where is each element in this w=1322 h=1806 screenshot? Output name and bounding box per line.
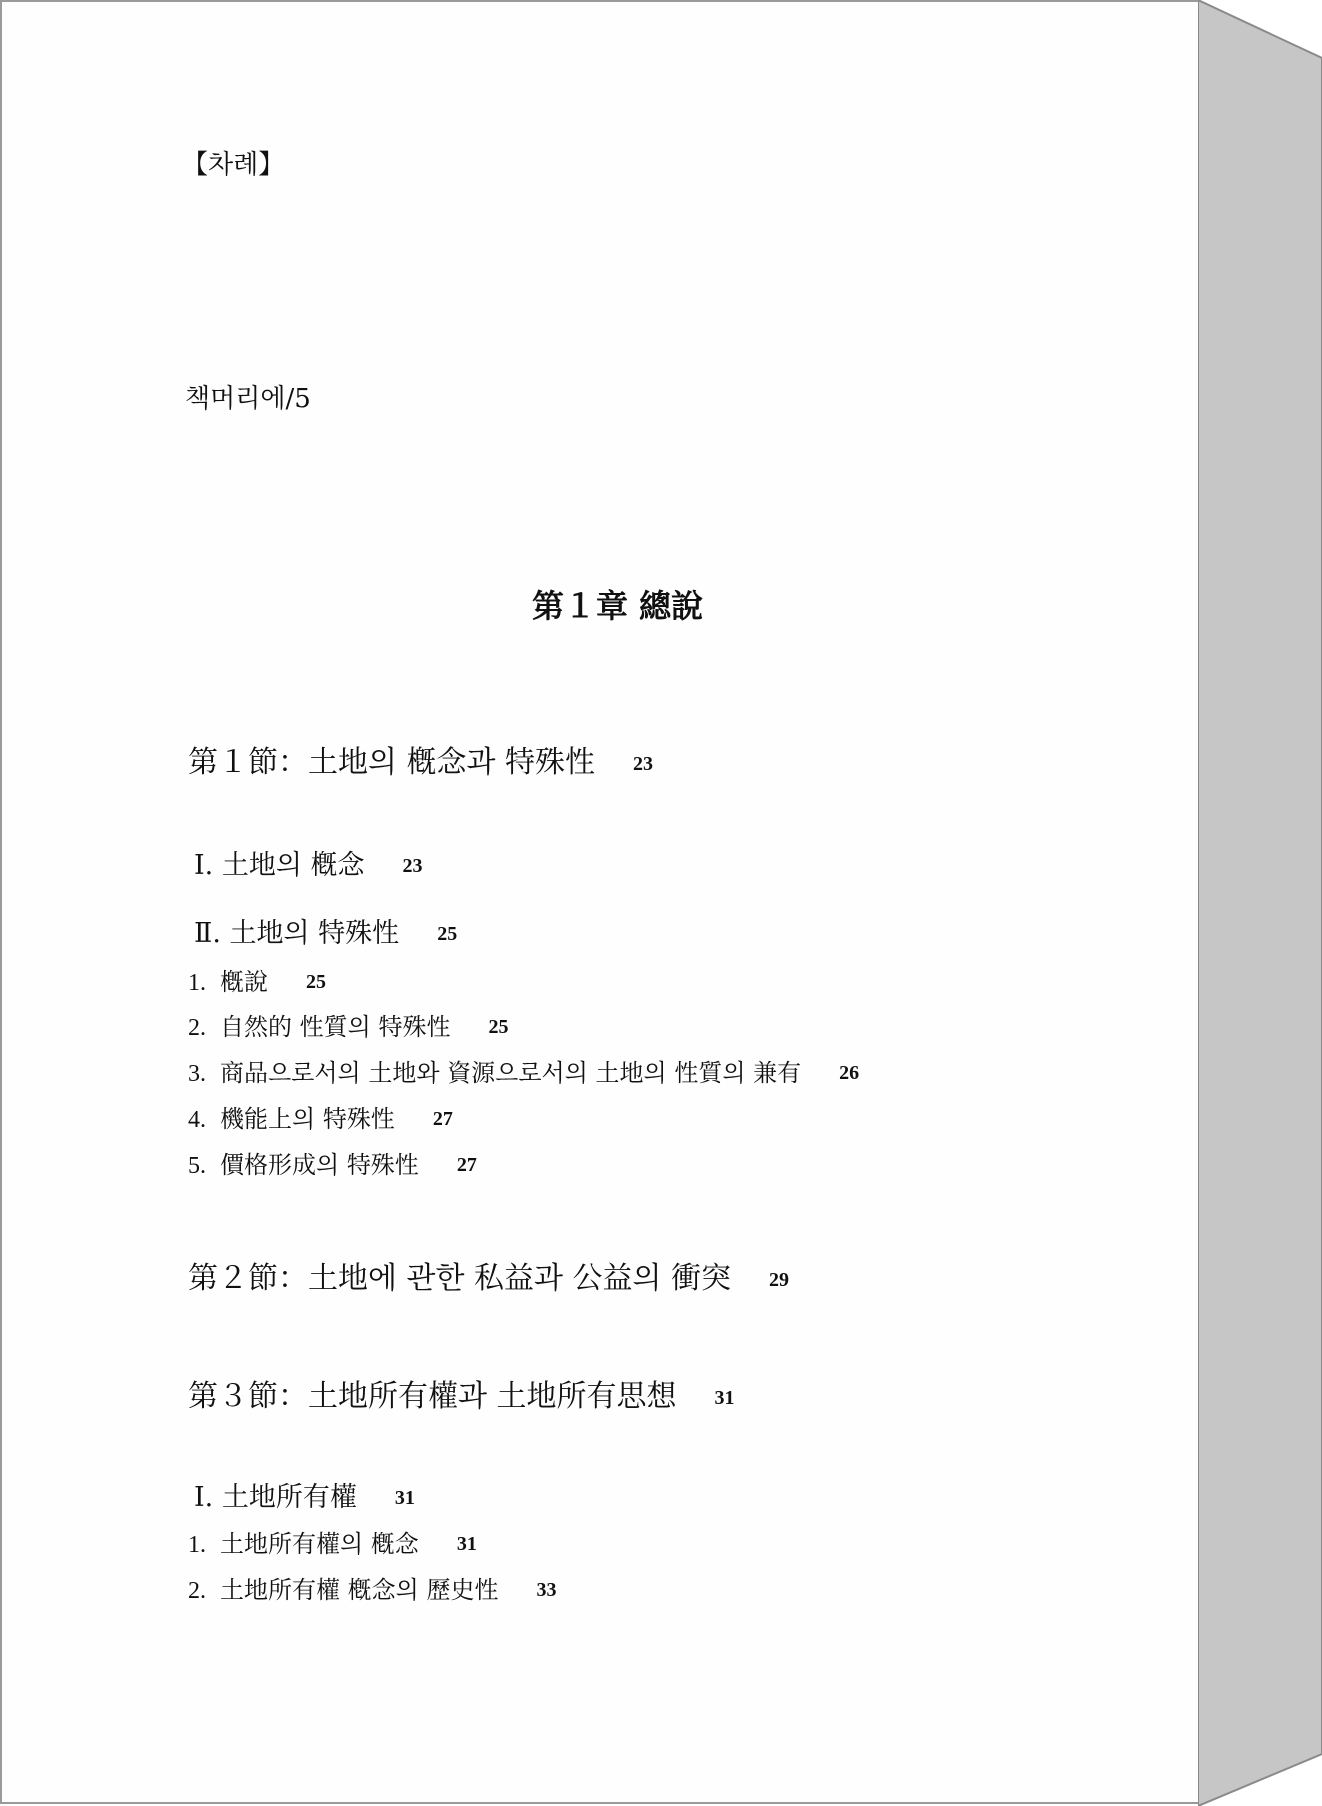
book-spine-shape <box>1198 0 1322 1806</box>
toc-item <box>188 1532 477 1557</box>
toc-section-2 <box>188 1261 790 1296</box>
toc-item-number: 4. <box>188 1107 206 1133</box>
toc-subsection-2 <box>194 920 457 947</box>
toc-item-number: 1. <box>188 1532 206 1558</box>
toc-page-number: 29 <box>769 1269 790 1291</box>
toc-subsection-3 <box>194 1484 415 1511</box>
chapter-title: 第１章 總說 <box>532 587 704 625</box>
toc-page-number: 31 <box>714 1387 735 1409</box>
book-spine-edge <box>1198 0 1322 1806</box>
toc-item <box>188 1015 508 1040</box>
toc-page-number: 23 <box>633 753 654 775</box>
toc-item <box>188 1153 477 1178</box>
toc-entry-text: 商品으로서의 土地와 資源으로서의 土地의 性質의 兼有 <box>220 1059 802 1087</box>
toc-item <box>188 1061 859 1086</box>
toc-entry-text: Ⅰ. 土地의 槪念 <box>194 850 365 881</box>
toc-section-1 <box>188 745 654 780</box>
toc-entry-text: 土地所有權의 槪念 <box>220 1530 419 1558</box>
toc-item <box>188 1107 453 1132</box>
toc-page-number: 25 <box>488 1016 509 1038</box>
toc-page-number: 25 <box>437 923 458 945</box>
toc-subsection-1 <box>194 852 423 879</box>
toc-entry-text: 槪說 <box>220 968 268 996</box>
toc-item <box>188 1578 556 1603</box>
toc-entry-text: 價格形成의 特殊性 <box>220 1151 419 1179</box>
toc-entry-text: 土地所有權 槪念의 歷史性 <box>220 1576 499 1604</box>
toc-item <box>188 970 326 995</box>
toc-entry-text: Ⅰ. 土地所有權 <box>194 1482 357 1513</box>
toc-page-number: 31 <box>456 1533 477 1555</box>
toc-page-number: 27 <box>432 1108 453 1130</box>
toc-section-3 <box>188 1379 735 1414</box>
toc-item-number: 1. <box>188 970 206 996</box>
toc-page-number: 31 <box>394 1487 415 1509</box>
toc-entry-text: 自然的 性質의 特殊性 <box>220 1013 451 1041</box>
toc-page-number: 33 <box>536 1579 557 1601</box>
toc-page-number: 26 <box>839 1062 860 1084</box>
toc-page-number: 25 <box>306 971 326 993</box>
toc-entry-text: 第２節：土地에 관한 私益과 公益의 衝突 <box>188 1261 732 1296</box>
toc-page-number: 27 <box>456 1154 477 1176</box>
toc-item-number: 2. <box>188 1015 206 1041</box>
toc-entry-text: Ⅱ. 土地의 特殊性 <box>194 918 400 949</box>
preface-entry: 책머리에/5 <box>185 384 311 414</box>
toc-item-number: 3. <box>188 1061 206 1087</box>
contents-heading: 【차례】 <box>182 150 285 180</box>
toc-page-number: 23 <box>402 855 423 877</box>
toc-entry-text: 機能上의 特殊性 <box>220 1105 395 1133</box>
toc-entry-text: 第１節：土地의 槪念과 特殊性 <box>188 745 596 780</box>
toc-item-number: 5. <box>188 1153 206 1179</box>
toc-item-number: 2. <box>188 1578 206 1604</box>
toc-entry-text: 第３節：土地所有權과 土地所有思想 <box>188 1379 677 1414</box>
